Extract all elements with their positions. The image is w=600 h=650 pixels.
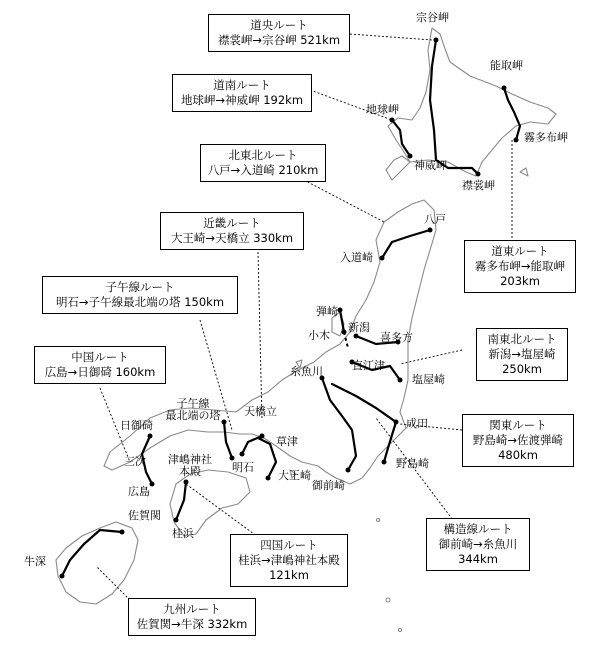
route-detail: 御前崎→糸魚川	[438, 537, 518, 551]
route-detail: 桂浜→津嶋神社本殿	[238, 553, 340, 567]
route-detail: 八戸→入道崎 210km	[207, 163, 319, 177]
route-box-dounan	[172, 74, 312, 112]
place-shigosen-line2: 最北端の塔	[165, 409, 221, 422]
place-shigosen-line1: 子午線	[176, 397, 210, 410]
place-kitakata: 喜多方	[380, 331, 413, 344]
route-name: 関東ルート	[489, 418, 547, 432]
route-name: 南東北ルート	[487, 332, 557, 346]
route-distance: 344km	[458, 552, 498, 566]
place-akashi: 明石	[232, 461, 254, 474]
place-hachinohe: 八戸	[424, 213, 446, 226]
place-soya: 宗谷岬	[416, 11, 449, 24]
route-box-minamitohoku	[476, 328, 568, 381]
place-nyudo: 入道崎	[340, 251, 373, 264]
route-name: 四国ルート	[260, 538, 318, 552]
place-tsukimisaki: 弾崎	[316, 305, 338, 318]
route-detail: 明石→子午線最北端の塔 150km	[55, 295, 225, 309]
place-miyoshi: 三次	[124, 455, 146, 468]
route-detail: 野島崎→佐渡弾崎	[472, 433, 564, 447]
place-notoro: 能取岬	[490, 59, 523, 72]
route-box-kitatohoku	[200, 144, 326, 182]
route-detail: 新潟→塩屋崎	[488, 347, 556, 361]
route-name: 構造線ルート	[443, 522, 513, 536]
route-name: 子午線ルート	[105, 280, 175, 294]
place-chikyu: 地球岬	[366, 103, 399, 116]
place-narita: 成田	[406, 417, 428, 430]
place-tsushima-line1: 津嶋神社	[168, 453, 212, 466]
route-name: 道南ルート	[213, 78, 271, 92]
route-detail: 大王崎→天橋立 330km	[170, 231, 294, 245]
route-detail: 地球岬→神威岬 192km	[180, 93, 304, 107]
place-tsushima	[162, 454, 218, 478]
place-nojima: 野島崎	[396, 457, 429, 470]
route-name: 北東北ルート	[228, 148, 298, 162]
route-box-kinki	[160, 212, 304, 250]
route-detail: 広島→日御碕 160km	[44, 365, 156, 379]
route-box-chugoku	[34, 346, 166, 384]
place-naoetsu: 直江津	[352, 359, 385, 372]
place-hinomisaki: 日御碕	[120, 419, 153, 432]
place-omaezaki: 御前崎	[312, 479, 345, 492]
place-kusatsu: 草津	[276, 435, 298, 448]
place-ushibuka: 牛深	[24, 555, 46, 568]
place-erimo: 襟裳岬	[462, 179, 495, 192]
route-detail: 佐賀関→牛深 332km	[136, 617, 248, 631]
route-name: 近畿ルート	[203, 216, 261, 230]
place-kamui: 神威岬	[414, 159, 447, 172]
route-distance: 203km	[500, 274, 540, 288]
route-detail: 霧多布岬→能取岬	[474, 259, 566, 273]
place-tsushima-line2: 本殿	[179, 465, 201, 478]
place-shigosen	[158, 398, 228, 422]
route-box-shikoku	[230, 534, 348, 587]
route-box-doutou	[464, 240, 576, 293]
route-box-shigosen	[42, 276, 238, 314]
place-saganoseki: 佐賀関	[128, 509, 161, 522]
place-hiroshima: 広島	[128, 485, 150, 498]
route-box-kouzousen	[426, 518, 530, 571]
place-daio: 大王崎	[278, 469, 311, 482]
route-distance: 250km	[502, 362, 542, 376]
place-itoigawa: 糸魚川	[290, 365, 323, 378]
route-name: 九州ルート	[163, 602, 221, 616]
route-distance: 121km	[269, 568, 309, 582]
route-distance: 480km	[498, 448, 538, 462]
place-ogi: 小木	[308, 329, 330, 342]
route-name: 道東ルート	[491, 244, 549, 258]
place-niigata: 新潟	[348, 321, 370, 334]
place-amanohashidate: 天橋立	[244, 405, 277, 418]
place-shioya: 塩屋崎	[412, 373, 445, 386]
route-box-douou	[208, 14, 350, 52]
route-name: 中国ルート	[71, 350, 129, 364]
route-box-kyushu	[128, 598, 256, 636]
place-katsurahama: 桂浜	[172, 527, 194, 540]
route-detail: 襟裳岬→宗谷岬 521km	[217, 33, 341, 47]
route-name: 道央ルート	[250, 18, 308, 32]
place-kiritappu: 霧多布岬	[524, 131, 568, 144]
route-box-kanto	[462, 414, 574, 467]
